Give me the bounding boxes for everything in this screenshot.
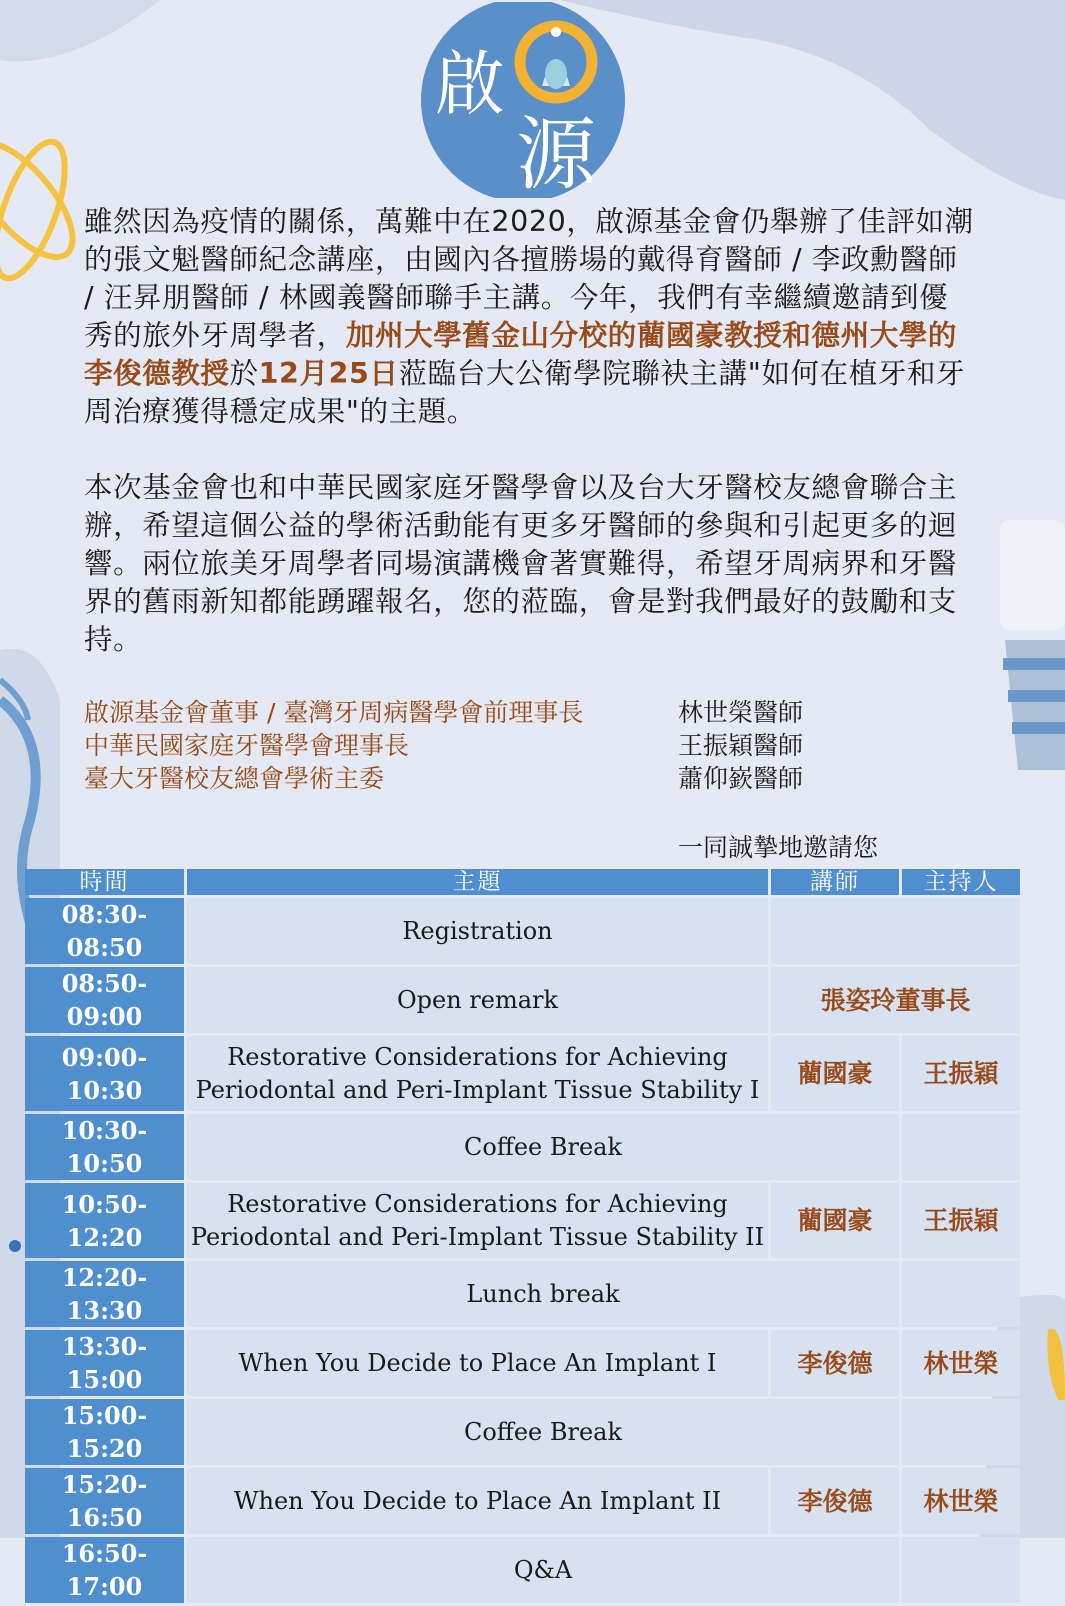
intro-p1-part-a: 雖然因為疫情的關係，萬難中在2020，啟源基金會仍舉辦了佳評如潮的張文魁醫師紀念講座，由國內各擅勝場的戴得育醫師 / 李政勳醫師 / 汪昇朋醫師 / 林國義醫師聯手主講。今年，我們有幸繼續邀請到優秀的旅外牙周學者， bbox=[84, 205, 974, 352]
intro-p1-part-b: 於 bbox=[229, 357, 259, 390]
session-topic-line: Restorative Considerations for Achieving bbox=[227, 1189, 728, 1218]
schedule-row bbox=[25, 1537, 1020, 1603]
schedule-row bbox=[25, 1114, 1020, 1180]
signatory-title: 啟源基金會董事 / 臺灣牙周病醫學會前理事長 bbox=[84, 698, 584, 727]
session-speaker: 藺國豪 bbox=[771, 1183, 899, 1258]
session-speaker bbox=[771, 898, 1020, 964]
session-topic: When You Decide to Place An Implant I bbox=[187, 1330, 768, 1396]
header-speaker: 講師 bbox=[771, 869, 899, 895]
session-time: 13:30-15:00 bbox=[25, 1330, 184, 1396]
session-speaker: 李俊德 bbox=[771, 1330, 899, 1396]
schedule-row bbox=[25, 967, 1020, 1033]
session-moderator bbox=[902, 1261, 1020, 1327]
schedule-row bbox=[25, 1468, 1020, 1534]
intro-paragraph-1 bbox=[84, 203, 974, 431]
session-time: 09:00-10:30 bbox=[25, 1036, 184, 1111]
header-moderator: 主持人 bbox=[902, 869, 1020, 895]
session-moderator: 王振穎 bbox=[902, 1036, 1020, 1111]
signatory-name: 王振穎醫師 bbox=[678, 731, 804, 760]
signatory-title: 中華民國家庭牙醫學會理事長 bbox=[84, 731, 410, 760]
schedule-row bbox=[25, 1183, 1020, 1258]
session-topic: Registration bbox=[187, 898, 768, 964]
schedule-header-row bbox=[25, 869, 1020, 895]
session-topic: Open remark bbox=[187, 967, 768, 1033]
session-topic-line: Restorative Considerations for Achieving bbox=[227, 1042, 728, 1071]
signatory-name: 林世榮醫師 bbox=[678, 698, 804, 727]
session-moderator: 林世榮 bbox=[902, 1330, 1020, 1396]
intro-p1-part-c: 蒞臨台大公衛學院聯袂主講"如何在植牙和牙周治療獲得穩定成果"的主題。 bbox=[84, 357, 966, 428]
intro-p1-highlight-speakers: 加州大學舊金山分校的藺國豪教授和德州大學的李俊德教授 bbox=[84, 319, 958, 390]
session-moderator bbox=[902, 1114, 1020, 1180]
schedule-row bbox=[25, 1261, 1020, 1327]
session-topic: Coffee Break bbox=[187, 1114, 899, 1180]
session-speaker: 張姿玲董事長 bbox=[771, 967, 1020, 1033]
session-time: 08:30-08:50 bbox=[25, 898, 184, 964]
session-topic: When You Decide to Place An Implant II bbox=[187, 1468, 768, 1534]
closing-invitation: 一同誠摯地邀請您 bbox=[678, 833, 879, 862]
session-speaker: 李俊德 bbox=[771, 1468, 899, 1534]
session-speaker: 藺國豪 bbox=[771, 1036, 899, 1111]
intro-paragraph-2: 本次基金會也和中華民國家庭牙醫學會以及台大牙醫校友總會聯合主辦，希望這個公益的學術活動能有更多牙醫師的參與和引起更多的迴響。兩位旅美牙周學者同場演講機會著實難得，希望牙周病界和牙醫界的舊雨新知都能踴躍報名，您的蒞臨，會是對我們最好的鼓勵和支持。 bbox=[84, 471, 958, 656]
intro-text bbox=[84, 203, 974, 659]
session-topic: Q&A bbox=[187, 1537, 899, 1603]
schedule-table bbox=[22, 866, 1023, 1606]
schedule-row bbox=[25, 1330, 1020, 1396]
header-topic: 主題 bbox=[187, 869, 768, 895]
session-time: 12:20-13:30 bbox=[25, 1261, 184, 1327]
schedule-row bbox=[25, 898, 1020, 964]
schedule-row bbox=[25, 1399, 1020, 1465]
session-moderator: 林世榮 bbox=[902, 1468, 1020, 1534]
session-time: 15:20-16:50 bbox=[25, 1468, 184, 1534]
session-moderator bbox=[902, 1399, 1020, 1465]
session-time: 16:50-17:00 bbox=[25, 1537, 184, 1603]
session-moderator bbox=[902, 1537, 1020, 1603]
signatory-title: 臺大牙醫校友總會學術主委 bbox=[84, 764, 385, 793]
session-time: 10:50-12:20 bbox=[25, 1183, 184, 1258]
session-time: 15:00-15:20 bbox=[25, 1399, 184, 1465]
logo-char-yuan: 源 bbox=[516, 108, 596, 198]
session-topic: Lunch break bbox=[187, 1261, 899, 1327]
intro-p1-highlight-date: 12月25日 bbox=[258, 357, 399, 390]
session-time: 10:30-10:50 bbox=[25, 1114, 184, 1180]
qiyuan-logo bbox=[416, 2, 630, 198]
session-topic bbox=[187, 1183, 768, 1258]
header-time: 時間 bbox=[25, 869, 184, 895]
signatory-name: 蕭仰嶔醫師 bbox=[678, 764, 804, 793]
session-topic: Coffee Break bbox=[187, 1399, 899, 1465]
logo-char-qi: 啟 bbox=[435, 43, 505, 125]
session-topic-line: Periodontal and Peri-Implant Tissue Stability I bbox=[195, 1075, 760, 1104]
schedule-row bbox=[25, 1036, 1020, 1111]
session-topic bbox=[187, 1036, 768, 1111]
session-time: 08:50-09:00 bbox=[25, 967, 184, 1033]
session-topic-line: Periodontal and Peri-Implant Tissue Stability II bbox=[190, 1222, 765, 1251]
session-moderator: 王振穎 bbox=[902, 1183, 1020, 1258]
